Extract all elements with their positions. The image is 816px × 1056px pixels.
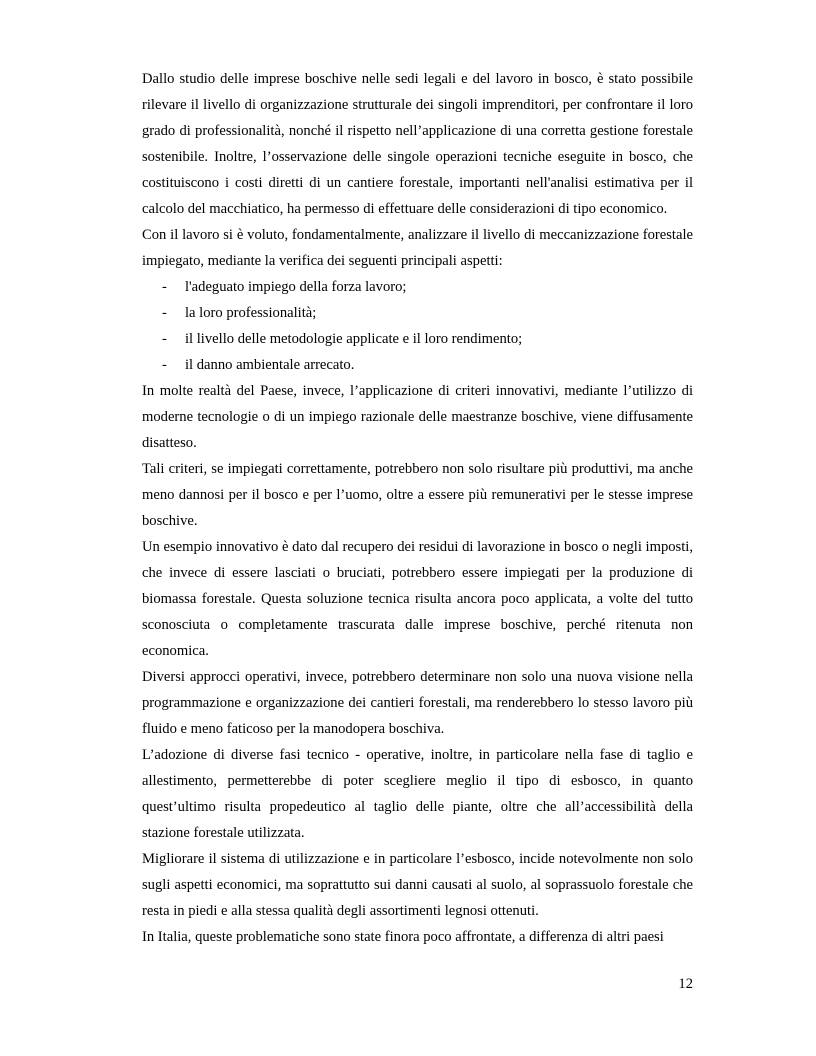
list-item-text: il livello delle metodologie applicate e il loro rendimento; [185,331,523,347]
list-item [142,326,693,352]
paragraph-criteria: Tali criteri, se impiegati correttamente, potrebbero non solo risultare più produttivi, ma anche meno dannosi per il bosco e per l’uomo, oltre a essere più remunerativi per le stesse imprese boschive. [142,461,693,529]
list-item [142,352,693,378]
aspects-list [142,274,693,378]
list-dash: - [162,357,167,373]
paragraph-phases: L’adozione di diverse fasi tecnico - operative, inoltre, in particolare nella fase di taglio e allestimento, permetterebbe di poter scegliere meglio il tipo di esbosco, in quanto quest’ultimo risulta propedeutico al taglio delle piante, oltre che all’accessibilità della stazione forestale utilizzata. [142,747,693,841]
paragraph-italy: In Italia, queste problematiche sono state finora poco affrontate, a differenza di altri paesi [142,929,664,945]
paragraph-approaches: Diversi approcci operativi, invece, potrebbero determinare non solo una nuova visione nella programmazione e organizzazione dei cantieri forestali, ma renderebbero lo stesso lavoro più fluido e meno faticoso per la manodopera boschiva. [142,669,693,737]
paragraph-improvement: Migliorare il sistema di utilizzazione e in particolare l’esbosco, incide notevolmente non solo sugli aspetti economici, ma soprattutto sui danni causati al suolo, al soprassuolo forestale che resta in piedi e alla stessa qualità degli assortimenti legnosi ottenuti. [142,851,693,919]
list-item [142,274,693,300]
list-dash: - [162,279,167,295]
paragraph-innovation: In molte realtà del Paese, invece, l’applicazione di criteri innovativi, mediante l’utilizzo di moderne tecnologie o di un impiego razionale delle maestranze boschive, viene diffusamente disatteso. [142,383,693,451]
list-dash: - [162,305,167,321]
list-item-text: l'adeguato impiego della forza lavoro; [185,279,407,295]
paragraph-intro: Dallo studio delle imprese boschive nelle sedi legali e del lavoro in bosco, è stato possibile rilevare il livello di organizzazione strutturale dei singoli imprenditori, per confrontare il loro grado di professionalità, nonché il rispetto nell’applicazione di una corretta gestione forestale sostenibile. Inoltre, l’osservazione delle singole operazioni tecniche eseguite in bosco, che costituiscono i costi diretti di un cantiere forestale, importanti nell'analisi estimativa per il calcolo del macchiatico, ha permesso di effettuare delle considerazioni di tipo economico. [142,71,693,217]
list-item [142,300,693,326]
body-text [142,66,693,950]
page-number: 12 [678,976,693,992]
list-dash: - [162,331,167,347]
list-item-text: la loro professionalità; [185,305,317,321]
paragraph-aspects: Con il lavoro si è voluto, fondamentalmente, analizzare il livello di meccanizzazione forestale impiegato, mediante la verifica dei seguenti principali aspetti: [142,227,693,269]
list-item-text: il danno ambientale arrecato. [185,357,355,373]
paragraph-biomass: Un esempio innovativo è dato dal recupero dei residui di lavorazione in bosco o negli imposti, che invece di essere lasciati o bruciati, potrebbero essere impiegati per la produzione di biomassa forestale. Questa soluzione tecnica risulta ancora poco applicata, a volte del tutto sconosciuta o completamente trascurata dalle imprese boschive, perché ritenuta non economica. [142,539,693,659]
